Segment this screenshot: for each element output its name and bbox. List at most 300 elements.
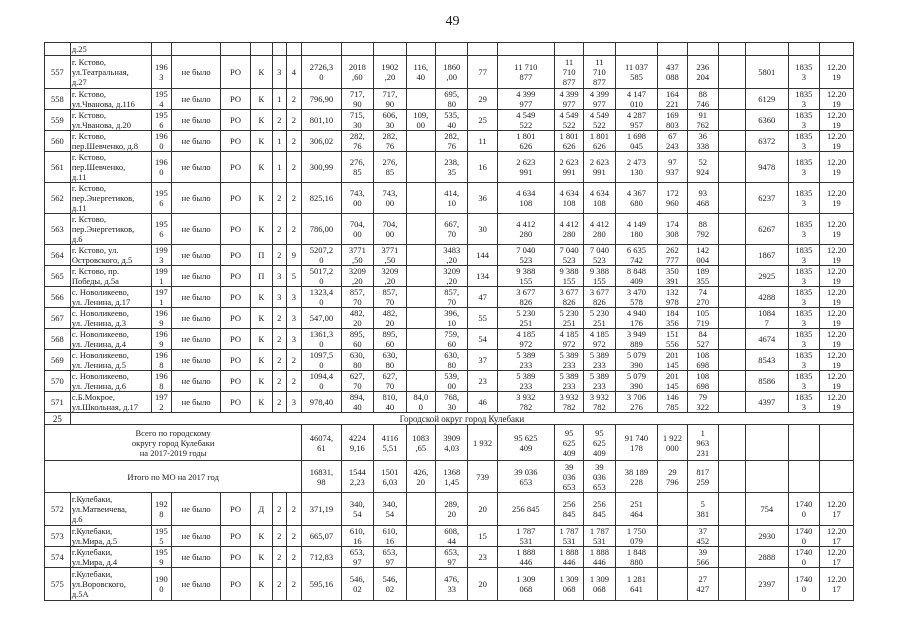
cost-other-cell: 39 566 — [687, 547, 718, 568]
unit-cost-cell: 6129 — [745, 89, 788, 110]
row-number-cell: 563 — [45, 214, 71, 245]
unit-cost-cell: 2397 — [745, 568, 788, 601]
row-number-cell: 558 — [45, 89, 71, 110]
cost-other-cell: 105 719 — [687, 308, 718, 329]
build-year-cell: 196 9 — [151, 329, 171, 350]
deadline-cell: 12.20 17 — [820, 526, 854, 547]
cost-fund-cell: 256 845 — [584, 493, 615, 526]
row-number-cell: 569 — [45, 350, 71, 371]
cost-municipal-cell — [658, 43, 687, 56]
exempt-cell: не было — [171, 329, 220, 350]
private-area-cell: 810, 40 — [374, 392, 407, 413]
address-cell: д.25 — [70, 43, 151, 56]
residents-cell: 15 — [468, 526, 497, 547]
cost-total-cell: 3 932 782 — [554, 392, 583, 413]
residents-cell: 20 — [468, 568, 497, 601]
cost-fund-cell: 1 888 446 — [584, 547, 615, 568]
cost-extra-cell — [718, 43, 745, 56]
cost-other-cell: 74 270 — [687, 287, 718, 308]
cost-total-cell — [554, 43, 583, 56]
table-row — [45, 350, 854, 371]
cost-extra-cell — [718, 308, 745, 329]
row-number-cell: 571 — [45, 392, 71, 413]
private-area-cell: 1902 ,20 — [374, 56, 407, 89]
floors-cell: 2 — [273, 183, 286, 214]
cost-total-cell: 3 677 826 — [554, 287, 583, 308]
residents-cell: 36 — [468, 183, 497, 214]
total-area-cell: 825,16 — [302, 183, 341, 214]
floors-cell: 2 — [273, 245, 286, 266]
deadline-cell — [820, 43, 854, 56]
total-area-cell: 801,10 — [302, 110, 341, 131]
municipal-area-cell — [406, 43, 435, 56]
municipal-area-cell — [406, 183, 435, 214]
build-year-cell: 195 6 — [151, 214, 171, 245]
cost-municipal-cell: 169 803 — [658, 110, 687, 131]
limit-cost-cell: 1835 3 — [788, 89, 819, 110]
cost-municipal-cell — [658, 568, 687, 601]
build-year-cell: 192 8 — [151, 493, 171, 526]
cost-total-cell: 4 399 977 — [554, 89, 583, 110]
cost-fund-cell: 95 625 409 — [584, 425, 615, 461]
unit-cost-cell: 1867 — [745, 245, 788, 266]
row-number-cell: 561 — [45, 152, 71, 183]
cost-fund-cell: 7 040 523 — [584, 245, 615, 266]
cost-extra-cell — [718, 350, 745, 371]
residents-cell: 739 — [468, 461, 497, 493]
deadline-cell: 12.20 19 — [820, 371, 854, 392]
address-cell: г.Кулебаки, ул.Воровского, д.5А — [70, 568, 151, 601]
cost-municipal-cell: 97 937 — [658, 152, 687, 183]
exempt-cell: не было — [171, 371, 220, 392]
summary-row — [45, 425, 854, 461]
municipal-area-cell: 84,0 0 — [406, 392, 435, 413]
fund-type-cell: РО — [221, 308, 250, 329]
living-area-cell: 2018 ,60 — [341, 56, 374, 89]
unit-cost-cell: 5801 — [745, 56, 788, 89]
wall-material-cell: П — [250, 245, 272, 266]
residents-cell: 11 — [468, 131, 497, 152]
deadline-cell: 12.20 19 — [820, 308, 854, 329]
deadline-cell: 12.20 19 — [820, 245, 854, 266]
cost-region-cell: 3 470 578 — [615, 287, 658, 308]
entrances-cell: 2 — [286, 493, 302, 526]
living-area-cell: 276, 85 — [341, 152, 374, 183]
cost-other-cell: 88 746 — [687, 89, 718, 110]
resettled-area-cell: 3209 ,20 — [435, 266, 468, 287]
cost-other-cell: 93 468 — [687, 183, 718, 214]
residents-cell: 25 — [468, 110, 497, 131]
page-number: 49 — [445, 14, 460, 29]
table-row — [45, 266, 854, 287]
total-cost-cell: 4 185 972 — [497, 329, 554, 350]
deadline-cell: 12.20 17 — [820, 547, 854, 568]
cost-total-cell: 1 309 068 — [554, 568, 583, 601]
cost-extra-cell — [718, 329, 745, 350]
resettled-area-cell: 630, 80 — [435, 350, 468, 371]
build-year-cell: 199 1 — [151, 266, 171, 287]
cost-municipal-cell: 1 922 000 — [658, 425, 687, 461]
deadline-cell: 12.20 19 — [820, 183, 854, 214]
cost-fund-cell: 4 185 972 — [584, 329, 615, 350]
cost-total-cell: 11 710 877 — [554, 56, 583, 89]
total-area-cell: 46074, 61 — [302, 425, 341, 461]
build-year-cell: 196 0 — [151, 152, 171, 183]
limit-cost-cell: 1835 3 — [788, 287, 819, 308]
limit-cost-cell: 1835 3 — [788, 245, 819, 266]
cost-municipal-cell: 146 785 — [658, 392, 687, 413]
municipal-area-cell — [406, 131, 435, 152]
wall-material-cell: К — [250, 371, 272, 392]
cost-other-cell — [687, 43, 718, 56]
table-row — [45, 308, 854, 329]
cost-total-cell: 5 230 251 — [554, 308, 583, 329]
unit-cost-cell: 4397 — [745, 392, 788, 413]
deadline-cell: 12.20 17 — [820, 568, 854, 601]
resettled-area-cell: 282, 76 — [435, 131, 468, 152]
residents-cell: 55 — [468, 308, 497, 329]
total-cost-cell: 2 623 991 — [497, 152, 554, 183]
private-area-cell: 546, 02 — [374, 568, 407, 601]
row-number-cell: 557 — [45, 56, 71, 89]
living-area-cell: 4224 9,16 — [341, 425, 374, 461]
private-area-cell: 276, 85 — [374, 152, 407, 183]
fund-type-cell — [221, 43, 250, 56]
exempt-cell: не было — [171, 183, 220, 214]
total-cost-cell: 5 389 233 — [497, 350, 554, 371]
entrances-cell — [286, 43, 302, 56]
address-cell: г. Кстово, пер.Шевченко, д.8 — [70, 131, 151, 152]
total-area-cell: 1097,5 0 — [302, 350, 341, 371]
cost-municipal-cell: 262 777 — [658, 245, 687, 266]
cost-region-cell: 3 949 889 — [615, 329, 658, 350]
resettled-area-cell: 3483 ,20 — [435, 245, 468, 266]
cost-municipal-cell: 174 308 — [658, 214, 687, 245]
fund-type-cell: РО — [221, 56, 250, 89]
summary-label: Итого по МО на 2017 год — [45, 461, 302, 493]
limit-cost-cell: 1835 3 — [788, 329, 819, 350]
floors-cell: 1 — [273, 89, 286, 110]
address-cell: г. Кстово, ул.Чванова, д.116 — [70, 89, 151, 110]
total-area-cell: 786,00 — [302, 214, 341, 245]
municipal-area-cell — [406, 547, 435, 568]
living-area-cell: 3771 ,50 — [341, 245, 374, 266]
floors-cell: 2 — [273, 214, 286, 245]
total-cost-cell: 3 932 782 — [497, 392, 554, 413]
entrances-cell: 3 — [286, 287, 302, 308]
table-row — [45, 493, 854, 526]
unit-cost-cell — [745, 43, 788, 56]
total-area-cell: 547,00 — [302, 308, 341, 329]
floors-cell: 1 — [273, 131, 286, 152]
living-area-cell: 340, 54 — [341, 493, 374, 526]
cost-fund-cell: 4 549 522 — [584, 110, 615, 131]
municipal-area-cell — [406, 350, 435, 371]
limit-cost-cell: 1835 3 — [788, 308, 819, 329]
address-cell: г. Кстово, ул. Островского, д.5 — [70, 245, 151, 266]
section-number: 25 — [45, 413, 71, 425]
living-area-cell: 857, 70 — [341, 287, 374, 308]
living-area-cell: 546, 02 — [341, 568, 374, 601]
build-year-cell: 196 8 — [151, 371, 171, 392]
exempt-cell: не было — [171, 266, 220, 287]
build-year-cell: 197 1 — [151, 287, 171, 308]
living-area-cell — [341, 43, 374, 56]
entrances-cell: 2 — [286, 152, 302, 183]
cost-region-cell: 4 940 176 — [615, 308, 658, 329]
municipal-area-cell: 116, 40 — [406, 56, 435, 89]
exempt-cell: не было — [171, 152, 220, 183]
exempt-cell: не было — [171, 308, 220, 329]
cost-total-cell: 2 623 991 — [554, 152, 583, 183]
deadline-cell: 12.20 17 — [820, 493, 854, 526]
exempt-cell: не было — [171, 493, 220, 526]
cost-other-cell: 817 259 — [687, 461, 718, 493]
limit-cost-cell: 1835 3 — [788, 131, 819, 152]
cost-fund-cell: 1 309 068 — [584, 568, 615, 601]
municipal-area-cell — [406, 308, 435, 329]
floors-cell: 3 — [273, 56, 286, 89]
cost-total-cell: 9 388 155 — [554, 266, 583, 287]
fund-type-cell: РО — [221, 392, 250, 413]
wall-material-cell: П — [250, 266, 272, 287]
summary-label: Всего по городскому округу город Кулебаки на 2017-2019 годы — [45, 425, 302, 461]
wall-material-cell: Д — [250, 493, 272, 526]
address-cell: с.Б.Мокрое, ул.Школьная, д.17 — [70, 392, 151, 413]
cost-other-cell: 108 698 — [687, 350, 718, 371]
wall-material-cell: К — [250, 568, 272, 601]
row-number-cell: 562 — [45, 183, 71, 214]
wall-material-cell: К — [250, 56, 272, 89]
table-row — [45, 89, 854, 110]
cost-extra-cell — [718, 287, 745, 308]
limit-cost-cell: 1835 3 — [788, 266, 819, 287]
resettled-area-cell: 535, 40 — [435, 110, 468, 131]
cost-extra-cell — [718, 266, 745, 287]
total-area-cell: 978,40 — [302, 392, 341, 413]
cost-other-cell: 79 322 — [687, 392, 718, 413]
cost-total-cell: 95 625 409 — [554, 425, 583, 461]
limit-cost-cell: 1740 0 — [788, 547, 819, 568]
wall-material-cell: К — [250, 131, 272, 152]
total-cost-cell: 9 388 155 — [497, 266, 554, 287]
cost-region-cell — [615, 43, 658, 56]
build-year-cell: 195 4 — [151, 89, 171, 110]
wall-material-cell: К — [250, 526, 272, 547]
cost-municipal-cell: 201 145 — [658, 350, 687, 371]
fund-type-cell: РО — [221, 89, 250, 110]
fund-type-cell: РО — [221, 329, 250, 350]
row-number-cell: 568 — [45, 329, 71, 350]
total-cost-cell: 3 677 826 — [497, 287, 554, 308]
build-year-cell: 195 6 — [151, 110, 171, 131]
cost-region-cell: 251 464 — [615, 493, 658, 526]
fund-type-cell: РО — [221, 152, 250, 183]
deadline-cell: 12.20 19 — [820, 329, 854, 350]
total-cost-cell: 39 036 653 — [497, 461, 554, 493]
floors-cell: 2 — [273, 350, 286, 371]
private-area-cell: 627, 70 — [374, 371, 407, 392]
fund-type-cell: РО — [221, 245, 250, 266]
cost-extra-cell — [718, 526, 745, 547]
row-number-cell: 564 — [45, 245, 71, 266]
residents-cell: 23 — [468, 371, 497, 392]
row-number-cell — [45, 43, 71, 56]
entrances-cell: 2 — [286, 214, 302, 245]
municipal-area-cell — [406, 329, 435, 350]
private-area-cell — [374, 43, 407, 56]
residents-cell: 46 — [468, 392, 497, 413]
deadline-cell: 12.20 19 — [820, 110, 854, 131]
cost-extra-cell — [718, 131, 745, 152]
address-cell: г. Кстово, ул.Чванова, д.20 — [70, 110, 151, 131]
empty-cell — [745, 461, 788, 493]
living-area-cell: 715, 30 — [341, 110, 374, 131]
private-area-cell: 606, 30 — [374, 110, 407, 131]
total-area-cell: 796,90 — [302, 89, 341, 110]
cost-total-cell: 1 801 626 — [554, 131, 583, 152]
private-area-cell: 653, 97 — [374, 547, 407, 568]
address-cell: г. Кстово, пер.Шевченко, д.11 — [70, 152, 151, 183]
total-area-cell — [302, 43, 341, 56]
municipal-area-cell — [406, 89, 435, 110]
cost-other-cell: 36 338 — [687, 131, 718, 152]
residents-cell: 37 — [468, 350, 497, 371]
private-area-cell: 340, 54 — [374, 493, 407, 526]
build-year-cell: 196 9 — [151, 308, 171, 329]
entrances-cell: 2 — [286, 526, 302, 547]
deadline-cell: 12.20 19 — [820, 266, 854, 287]
cost-extra-cell — [718, 547, 745, 568]
limit-cost-cell: 1740 0 — [788, 526, 819, 547]
total-area-cell: 5017,2 0 — [302, 266, 341, 287]
exempt-cell: не было — [171, 131, 220, 152]
cost-other-cell: 91 762 — [687, 110, 718, 131]
address-cell: с. Новоликеево, ул. Ленина, д.5 — [70, 350, 151, 371]
cost-municipal-cell: 350 391 — [658, 266, 687, 287]
table-row — [45, 56, 854, 89]
living-area-cell: 1544 2,23 — [341, 461, 374, 493]
exempt-cell: не было — [171, 110, 220, 131]
exempt-cell: не было — [171, 89, 220, 110]
fund-type-cell: РО — [221, 131, 250, 152]
row-number-cell: 570 — [45, 371, 71, 392]
total-area-cell: 665,07 — [302, 526, 341, 547]
private-area-cell: 482, 20 — [374, 308, 407, 329]
cost-municipal-cell: 67 243 — [658, 131, 687, 152]
total-cost-cell: 1 309 068 — [497, 568, 554, 601]
floors-cell: 2 — [273, 329, 286, 350]
build-year-cell: 195 5 — [151, 526, 171, 547]
municipal-area-cell: 109, 00 — [406, 110, 435, 131]
municipal-area-cell — [406, 568, 435, 601]
section-title: Городской округ город Кулебаки — [70, 413, 853, 425]
table-row — [45, 110, 854, 131]
wall-material-cell: К — [250, 308, 272, 329]
living-area-cell: 3209 ,20 — [341, 266, 374, 287]
cost-region-cell: 38 189 228 — [615, 461, 658, 493]
address-cell: г.Кулебаки, ул.Мира, д.4 — [70, 547, 151, 568]
table-row — [45, 392, 854, 413]
resettled-area-cell — [435, 43, 468, 56]
fund-type-cell: РО — [221, 526, 250, 547]
resettled-area-cell: 759, 60 — [435, 329, 468, 350]
row-number-cell: 559 — [45, 110, 71, 131]
residents-cell: 30 — [468, 214, 497, 245]
private-area-cell: 895, 60 — [374, 329, 407, 350]
total-cost-cell: 95 625 409 — [497, 425, 554, 461]
build-year-cell: 195 6 — [151, 183, 171, 214]
address-cell: с. Новоликеево, ул. Ленина, д.4 — [70, 329, 151, 350]
floors-cell: 2 — [273, 526, 286, 547]
total-cost-cell: 11 710 877 — [497, 56, 554, 89]
cost-total-cell: 39 036 653 — [554, 461, 583, 493]
wall-material-cell: К — [250, 214, 272, 245]
wall-material-cell: К — [250, 110, 272, 131]
cost-fund-cell: 5 389 233 — [584, 371, 615, 392]
cost-fund-cell: 3 932 782 — [584, 392, 615, 413]
cost-other-cell: 52 924 — [687, 152, 718, 183]
total-cost-cell — [497, 43, 554, 56]
total-cost-cell: 4 412 280 — [497, 214, 554, 245]
floors-cell: 3 — [273, 266, 286, 287]
cost-region-cell: 1 698 045 — [615, 131, 658, 152]
address-cell: г.Кулебаки, ул.Мира, д.5 — [70, 526, 151, 547]
cost-fund-cell: 5 230 251 — [584, 308, 615, 329]
municipal-area-cell — [406, 245, 435, 266]
unit-cost-cell: 8586 — [745, 371, 788, 392]
municipal-area-cell — [406, 371, 435, 392]
limit-cost-cell: 1835 3 — [788, 56, 819, 89]
resettled-area-cell: 857, 70 — [435, 287, 468, 308]
deadline-cell: 12.20 19 — [820, 287, 854, 308]
address-cell: г. Кстово, пр. Победы, д.5а — [70, 266, 151, 287]
cost-total-cell: 4 185 972 — [554, 329, 583, 350]
cost-municipal-cell: 151 556 — [658, 329, 687, 350]
total-area-cell: 371,19 — [302, 493, 341, 526]
municipal-area-cell: 426, 20 — [406, 461, 435, 493]
table-row — [45, 287, 854, 308]
empty-cell — [718, 461, 745, 493]
exempt-cell — [171, 43, 220, 56]
fund-type-cell: РО — [221, 110, 250, 131]
empty-cell — [788, 461, 819, 493]
total-area-cell: 306,02 — [302, 131, 341, 152]
unit-cost-cell: 8543 — [745, 350, 788, 371]
cost-region-cell: 5 079 390 — [615, 371, 658, 392]
wall-material-cell: К — [250, 329, 272, 350]
entrances-cell: 2 — [286, 89, 302, 110]
table-row — [45, 329, 854, 350]
empty-cell — [745, 425, 788, 461]
total-area-cell: 300,99 — [302, 152, 341, 183]
floors-cell: 2 — [273, 493, 286, 526]
fund-type-cell: РО — [221, 266, 250, 287]
unit-cost-cell: 6372 — [745, 131, 788, 152]
limit-cost-cell: 1835 3 — [788, 350, 819, 371]
cost-fund-cell: 39 036 653 — [584, 461, 615, 493]
cost-region-cell: 1 281 641 — [615, 568, 658, 601]
limit-cost-cell: 1740 0 — [788, 568, 819, 601]
cost-region-cell: 4 149 180 — [615, 214, 658, 245]
cost-extra-cell — [718, 245, 745, 266]
cost-region-cell: 6 635 742 — [615, 245, 658, 266]
address-cell: г. Кстово, ул.Театральная, д.27 — [70, 56, 151, 89]
unit-cost-cell: 6360 — [745, 110, 788, 131]
address-cell: с. Новоликеево, ул. Ленина, д.3 — [70, 308, 151, 329]
living-area-cell: 717, 90 — [341, 89, 374, 110]
resettled-area-cell: 289, 20 — [435, 493, 468, 526]
